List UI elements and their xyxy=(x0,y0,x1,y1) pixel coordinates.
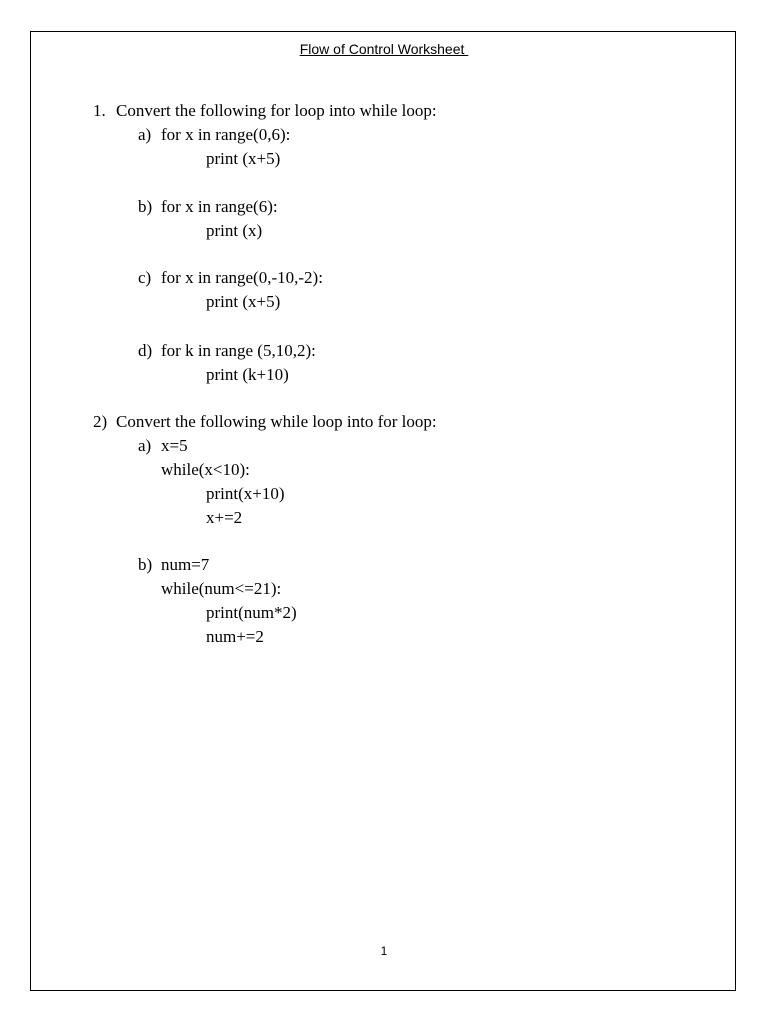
q1-part-c-label: c) xyxy=(138,268,152,287)
question-1-text: Convert the following for loop into while loop: xyxy=(116,101,437,120)
q1-part-b-line-2: print (x) xyxy=(206,221,263,240)
q2-part-a-line-4: x+=2 xyxy=(206,508,243,527)
q1-part-c-line-1: for x in range(0,-10,-2): xyxy=(161,268,323,287)
q2-part-a-line-2: while(x<10): xyxy=(161,460,250,479)
question-2-number: 2) xyxy=(93,412,108,431)
page-border xyxy=(30,31,736,991)
q1-part-c-line-2: print (x+5) xyxy=(206,292,281,311)
q1-part-b-line-1: for x in range(6): xyxy=(161,197,278,216)
page-number: 1 xyxy=(380,944,388,958)
q2-part-a-line-1: x=5 xyxy=(161,436,188,455)
q2-part-b-line-4: num+=2 xyxy=(206,627,264,646)
question-2-text: Convert the following while loop into for loop: xyxy=(116,412,437,431)
q2-part-b-line-1: num=7 xyxy=(161,555,210,574)
q2-part-a-label: a) xyxy=(138,436,152,455)
q2-part-b-line-2: while(num<=21): xyxy=(161,579,282,598)
q1-part-b-label: b) xyxy=(138,197,153,216)
q2-part-a-line-3: print(x+10) xyxy=(206,484,285,503)
q1-part-d-line-1: for k in range (5,10,2): xyxy=(161,341,316,360)
worksheet-title: Flow of Control Worksheet xyxy=(299,41,469,57)
q1-part-d-label: d) xyxy=(138,341,153,360)
q2-part-b-label: b) xyxy=(138,555,153,574)
q1-part-a-line-2: print (x+5) xyxy=(206,149,281,168)
question-1-number: 1. xyxy=(93,101,106,120)
q2-part-b-line-3: print(num*2) xyxy=(206,603,297,622)
q1-part-d-line-2: print (k+10) xyxy=(206,365,289,384)
q1-part-a-label: a) xyxy=(138,125,152,144)
q1-part-a-line-1: for x in range(0,6): xyxy=(161,125,291,144)
